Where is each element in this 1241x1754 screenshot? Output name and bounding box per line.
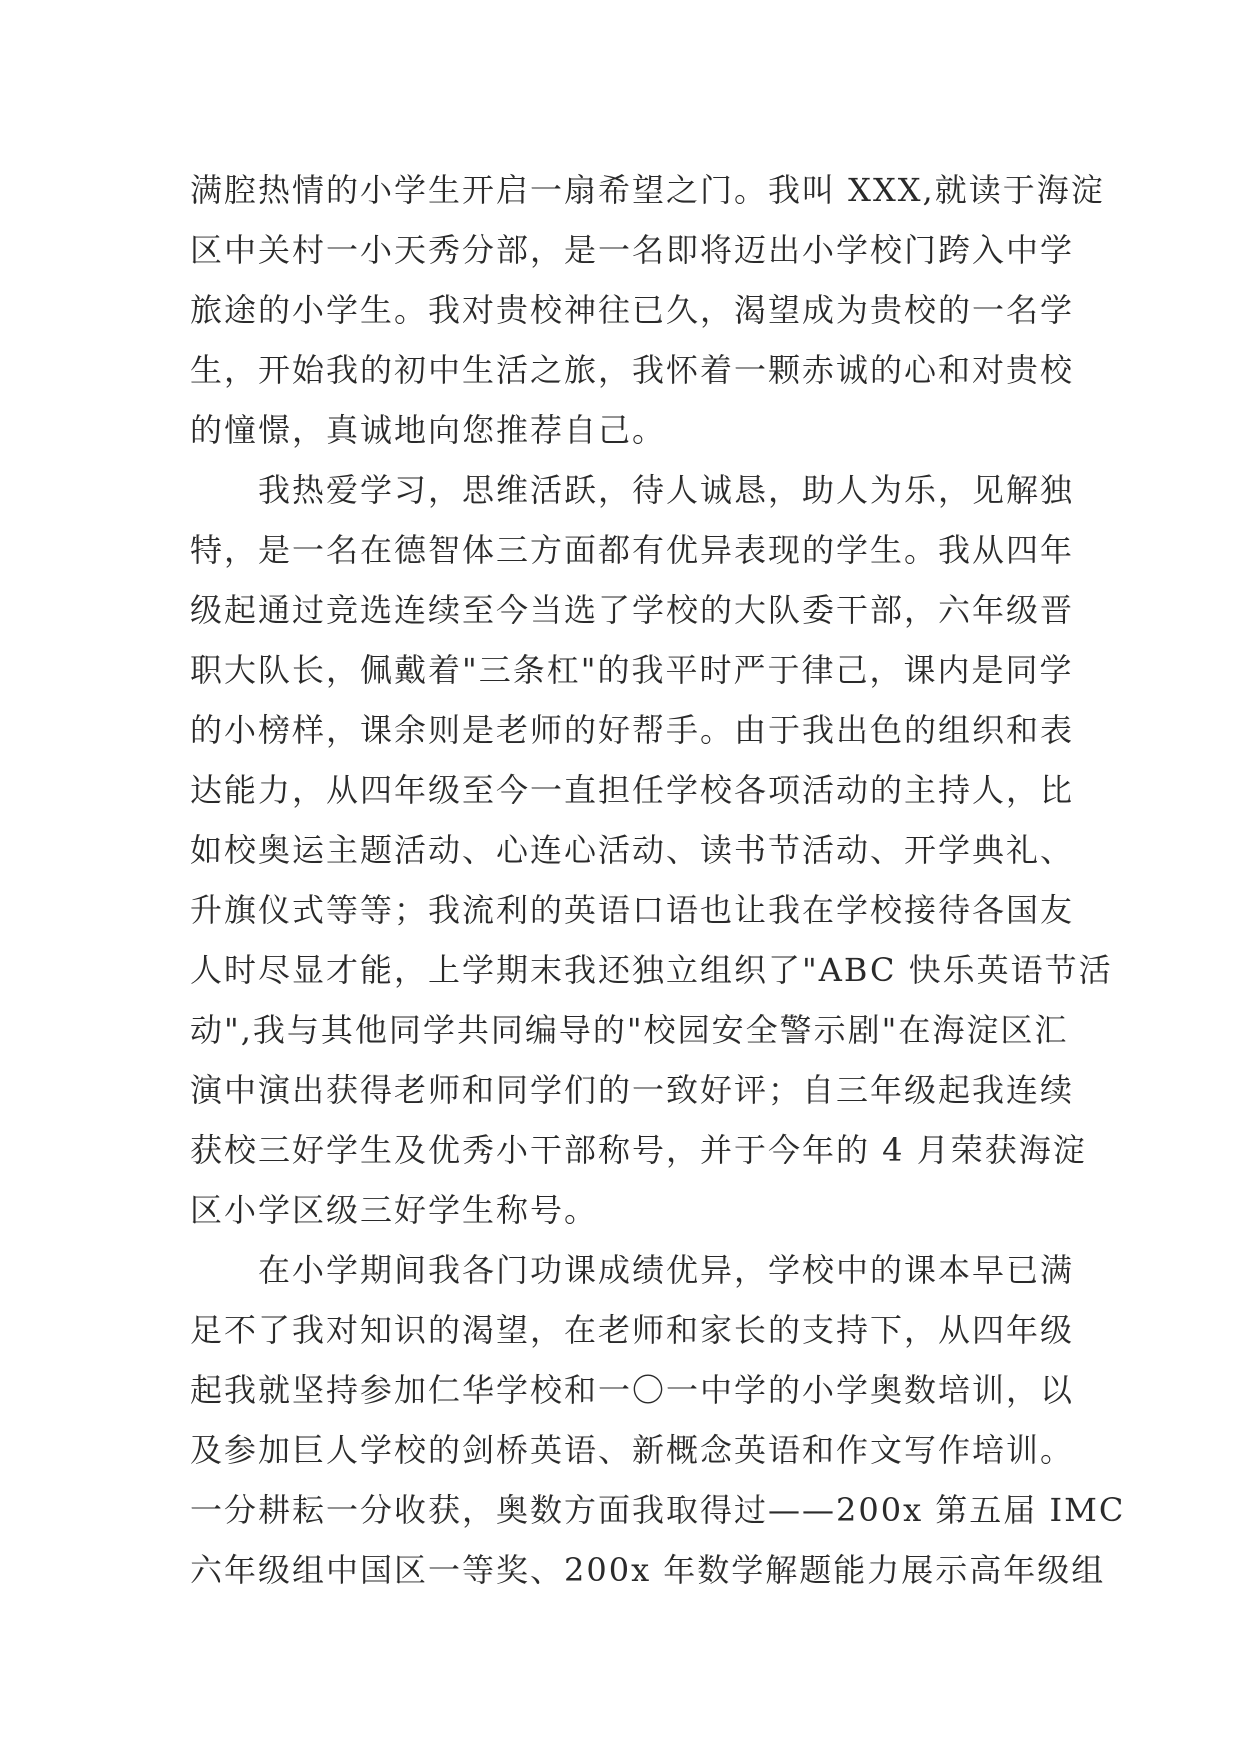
text-line: 及参加巨人学校的剑桥英语、新概念英语和作文写作培训。	[190, 1431, 1075, 1469]
text-line: 的小榜样，课余则是老师的好帮手。由于我出色的组织和表	[190, 711, 1075, 749]
text-line: 六年级组中国区一等奖、200x 年数学解题能力展示高年级组	[190, 1551, 1106, 1589]
text-line: 区中关村一小天秀分部，是一名即将迈出小学校门跨入中学	[190, 231, 1075, 269]
document-body	[190, 160, 1126, 1600]
text-line: 升旗仪式等等；我流利的英语口语也让我在学校接待各国友	[190, 891, 1075, 929]
text-line: 一分耕耘一分收获，奥数方面我取得过——200x 第五届 IMC	[190, 1491, 1126, 1529]
text-line: 生，开始我的初中生活之旅，我怀着一颗赤诚的心和对贵校	[190, 351, 1075, 389]
text-line: 人时尽显才能，上学期末我还独立组织了"ABC 快乐英语节活	[190, 951, 1113, 989]
text-line: 区小学区级三好学生称号。	[190, 1191, 599, 1229]
text-line: 起我就坚持参加仁华学校和一〇一中学的小学奥数培训，以	[190, 1371, 1075, 1409]
text-line: 在小学期间我各门功课成绩优异，学校中的课本早已满	[258, 1251, 1075, 1289]
text-line: 级起通过竞选连续至今当选了学校的大队委干部，六年级晋	[190, 591, 1075, 629]
text-line: 获校三好学生及优秀小干部称号，并于今年的 4 月荣获海淀	[190, 1131, 1087, 1169]
text-line: 动",我与其他同学共同编导的"校园安全警示剧"在海淀区汇	[190, 1011, 1069, 1049]
text-line: 我热爱学习，思维活跃，待人诚恳，助人为乐，见解独	[258, 471, 1075, 509]
text-line: 如校奥运主题活动、心连心活动、读书节活动、开学典礼、	[190, 831, 1075, 869]
text-line: 演中演出获得老师和同学们的一致好评；自三年级起我连续	[190, 1071, 1075, 1109]
text-line: 满腔热情的小学生开启一扇希望之门。我叫 XXX,就读于海淀	[190, 171, 1105, 209]
text-line: 旅途的小学生。我对贵校神往已久，渴望成为贵校的一名学	[190, 291, 1075, 329]
text-line: 足不了我对知识的渴望，在老师和家长的支持下，从四年级	[190, 1311, 1075, 1349]
text-line: 职大队长，佩戴着"三条杠"的我平时严于律己，课内是同学	[190, 651, 1074, 689]
text-line: 的憧憬，真诚地向您推荐自己。	[190, 411, 667, 449]
text-line: 达能力，从四年级至今一直担任学校各项活动的主持人，比	[190, 771, 1075, 809]
text-line: 特，是一名在德智体三方面都有优异表现的学生。我从四年	[190, 531, 1075, 569]
